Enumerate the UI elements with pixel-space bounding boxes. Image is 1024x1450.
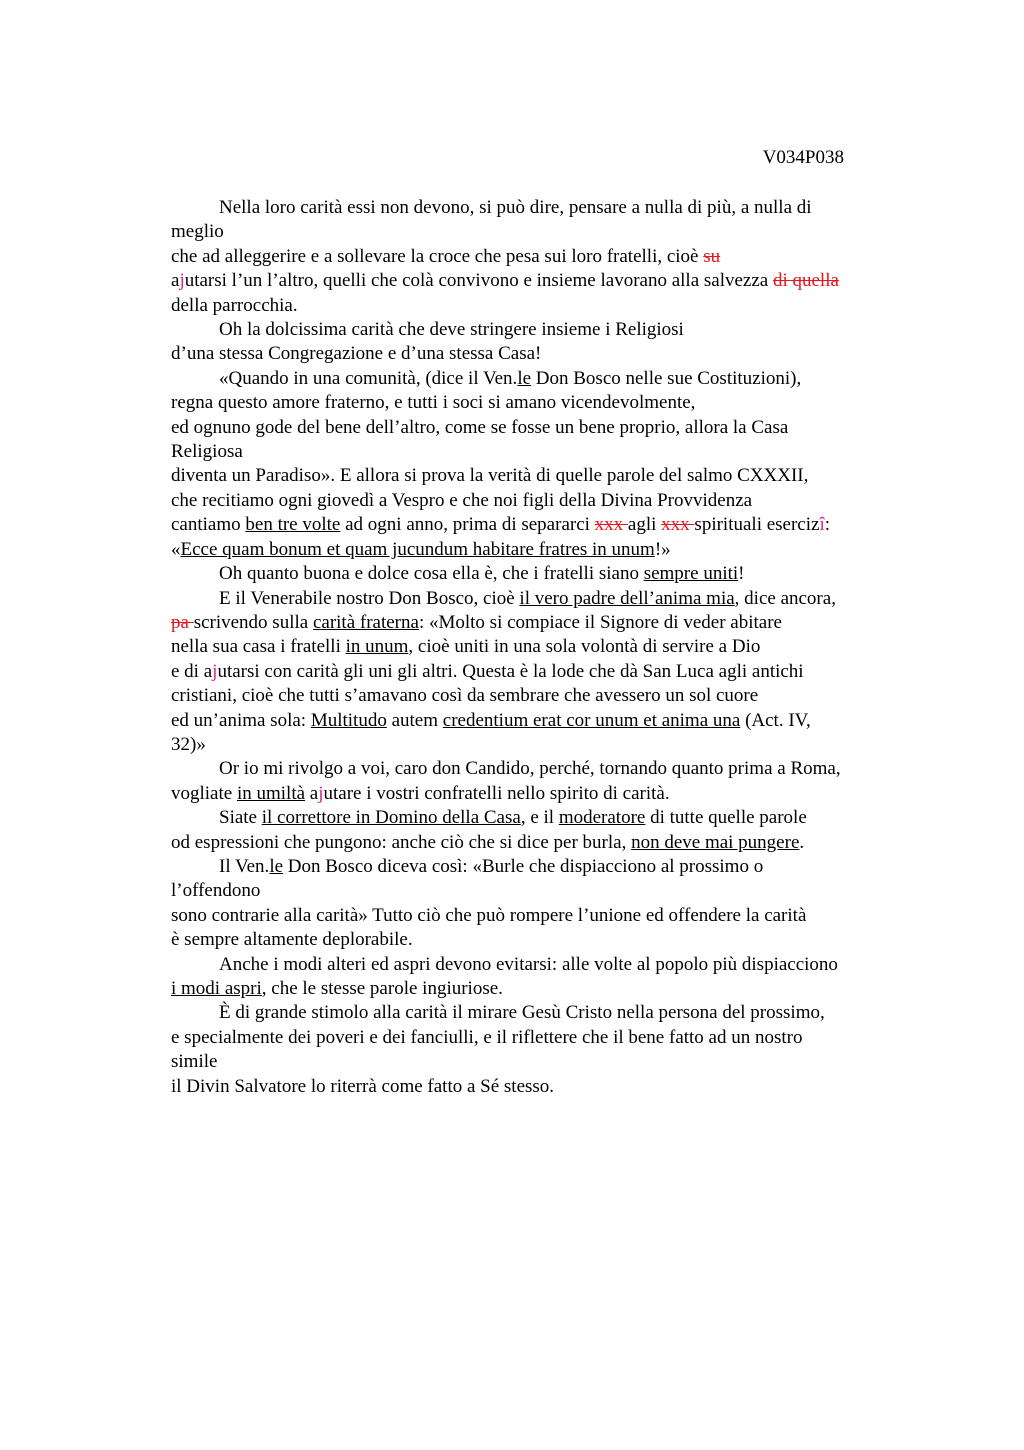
text-line [171,513,911,537]
text-run: a [305,782,319,804]
text-line [171,464,911,488]
underlined-text: i modi aspri [171,978,262,999]
text-line [171,562,911,586]
text-run: ed ognuno gode del bene dell’altro, come se fosse un bene proprio, allora la Casa [171,416,789,438]
underlined-text: moderatore [558,807,646,829]
underlined-text: ben tre volte [245,514,341,536]
underlined-text: in unum [345,636,409,658]
text-run: meglio [171,221,224,243]
text-run: ! [738,563,745,585]
text-line [171,269,911,293]
text-line [171,709,911,733]
underlined-text: carità fraterna [312,611,419,633]
text-run: agli [627,514,662,536]
text-run: !» [654,538,671,560]
text-run: autem [386,709,443,731]
text-line [171,855,911,879]
text-run: è sempre altamente deplorabile. [171,929,413,951]
document-body [171,196,911,1099]
text-run: : [824,514,831,536]
underlined-text: le [269,855,284,877]
text-run: l’offendono [171,880,261,902]
text-run: cristiani, cioè che tutti s’amavano così da sembrare che avessero un sol cuore [171,685,759,707]
text-run: diventa un Paradiso». E allora si prova la verità di quelle parole del salmo CXXXII, [171,465,809,487]
deleted-text: xxx [661,514,695,536]
text-run: , cioè uniti in una sola volontà di servire a Dio [408,636,761,658]
inserted-text: j [318,782,324,804]
text-run: vogliate [171,782,237,804]
text-line [171,1050,911,1074]
inserted-text: j [179,270,185,292]
text-run: sono contrarie alla carità» Tutto ciò che può rompere l’unione ed offendere la carità [171,904,807,926]
text-run: ad ogni anno, prima di separarci [340,514,595,536]
text-line [171,757,911,781]
text-run: Religiosa [171,441,243,463]
text-run: e specialmente dei poveri e dei fanciulli, e il riflettere che il bene fatto ad un nostro [171,1026,803,1048]
text-run: Oh la dolcissima carità che deve stringere insieme i Religiosi [219,319,684,341]
text-run: Or io mi rivolgo a voi, caro don Candido, perché, tornando quanto prima a Roma, [219,758,841,780]
underlined-text: credentium erat cor unum et anima una [442,709,741,731]
underlined-text: non deve mai pungere [631,831,800,853]
text-run: Nella loro carità essi non devono, si può dire, pensare a nulla di più, a nulla di [219,197,812,218]
text-run: Siate [219,807,262,829]
text-line [171,294,911,318]
text-run: (Act. IV, [740,709,811,731]
text-run: spirituali eserciz [694,514,820,536]
deleted-text: di quella [772,270,839,292]
text-line [171,928,911,952]
text-run: 32)» [171,733,206,755]
text-run: della parrocchia. [171,294,298,316]
text-line [171,684,911,708]
text-run: od espressioni che pungono: anche ciò che si dice per burla, [171,831,632,853]
text-line [171,879,911,903]
inserted-text: j [212,660,218,682]
text-run: , che le stesse parole ingiuriose. [261,978,503,999]
text-line [171,953,911,977]
text-line [171,538,911,562]
text-line [171,416,911,440]
text-line [171,245,911,269]
text-line [171,611,911,635]
text-run: , e il [520,807,559,829]
text-line [171,782,911,806]
text-run: d’una stessa Congregazione e d’una stessa Casa! [171,343,542,365]
text-run: che ad alleggerire e a sollevare la croce che pesa sui loro fratelli, cioè [171,245,704,267]
inserted-text: î [819,514,825,536]
text-line [171,318,911,342]
text-line [171,660,911,684]
text-run: Don Bosco diceva così: «Burle che dispiacciono al prossimo o [283,855,764,877]
text-run: . [799,831,805,853]
text-run: scrivendo sulla [193,611,313,633]
text-run: , dice ancora, [734,587,836,609]
text-run: a [171,270,180,292]
underlined-text: Multitudo [310,709,387,731]
text-run: utare i vostri confratelli nello spirito di carità. [323,782,670,804]
text-run: Il Ven. [219,855,270,877]
text-line [171,440,911,464]
text-line [171,1001,911,1025]
text-line [171,367,911,391]
text-line [171,220,911,244]
underlined-text: le [517,367,532,389]
text-run: « [171,538,181,560]
text-run: Oh quanto buona e dolce cosa ella è, che i fratelli siano [219,563,644,585]
text-line [171,1075,911,1099]
text-line [171,977,911,1001]
text-run: simile [171,1051,218,1073]
text-run: di tutte quelle parole [645,807,807,829]
text-line [171,733,911,757]
text-line [171,489,911,513]
text-run: E il Venerabile nostro Don Bosco, cioè [219,587,520,609]
text-run: utarsi l’un l’altro, quelli che colà convivono e insieme lavorano alla salvezza [184,270,773,292]
text-run: «Quando in una comunità, (dice il Ven. [219,367,518,389]
text-run: che recitiamo ogni giovedì a Vespro e che noi figli della Divina Provvidenza [171,489,753,511]
text-run: : «Molto si compiace il Signore di veder abitare [418,611,782,633]
underlined-text: il vero padre dell’anima mia [519,587,735,609]
text-line [171,196,911,220]
text-line [171,1026,911,1050]
underlined-text: il correttore in Domino della Casa [261,807,521,829]
text-line [171,342,911,366]
deleted-text: su [703,245,721,267]
text-run: e di a [171,660,213,682]
page-id: V034P038 [762,147,844,168]
text-run: ed un’anima sola: [171,709,311,731]
text-line [171,831,911,855]
deleted-text: xxx [594,514,628,536]
text-line [171,635,911,659]
deleted-text: pa [171,611,194,633]
text-run: Don Bosco nelle sue Costituzioni), [531,367,802,389]
text-run: Anche i modi alteri ed aspri devono evitarsi: alle volte al popolo più dispiacciono [219,953,838,975]
text-line [171,587,911,611]
text-run: nella sua casa i fratelli [171,636,346,658]
underlined-text: sempre uniti [643,563,739,585]
text-run: regna questo amore fraterno, e tutti i soci si amano vicendevolmente, [171,392,696,414]
text-line [171,391,911,415]
text-run: cantiamo [171,514,246,536]
text-run: il Divin Salvatore lo riterrà come fatto a Sé stesso. [171,1075,555,1097]
text-run: utarsi con carità gli uni gli altri. Questa è la lode che dà San Luca agli antichi [217,660,804,682]
text-line [171,806,911,830]
text-run: È di grande stimolo alla carità il mirare Gesù Cristo nella persona del prossimo, [219,1002,825,1024]
text-line [171,904,911,928]
underlined-text: Ecce quam bonum et quam jucundum habitare fratres in unum [180,538,655,560]
underlined-text: in umiltà [236,782,306,804]
